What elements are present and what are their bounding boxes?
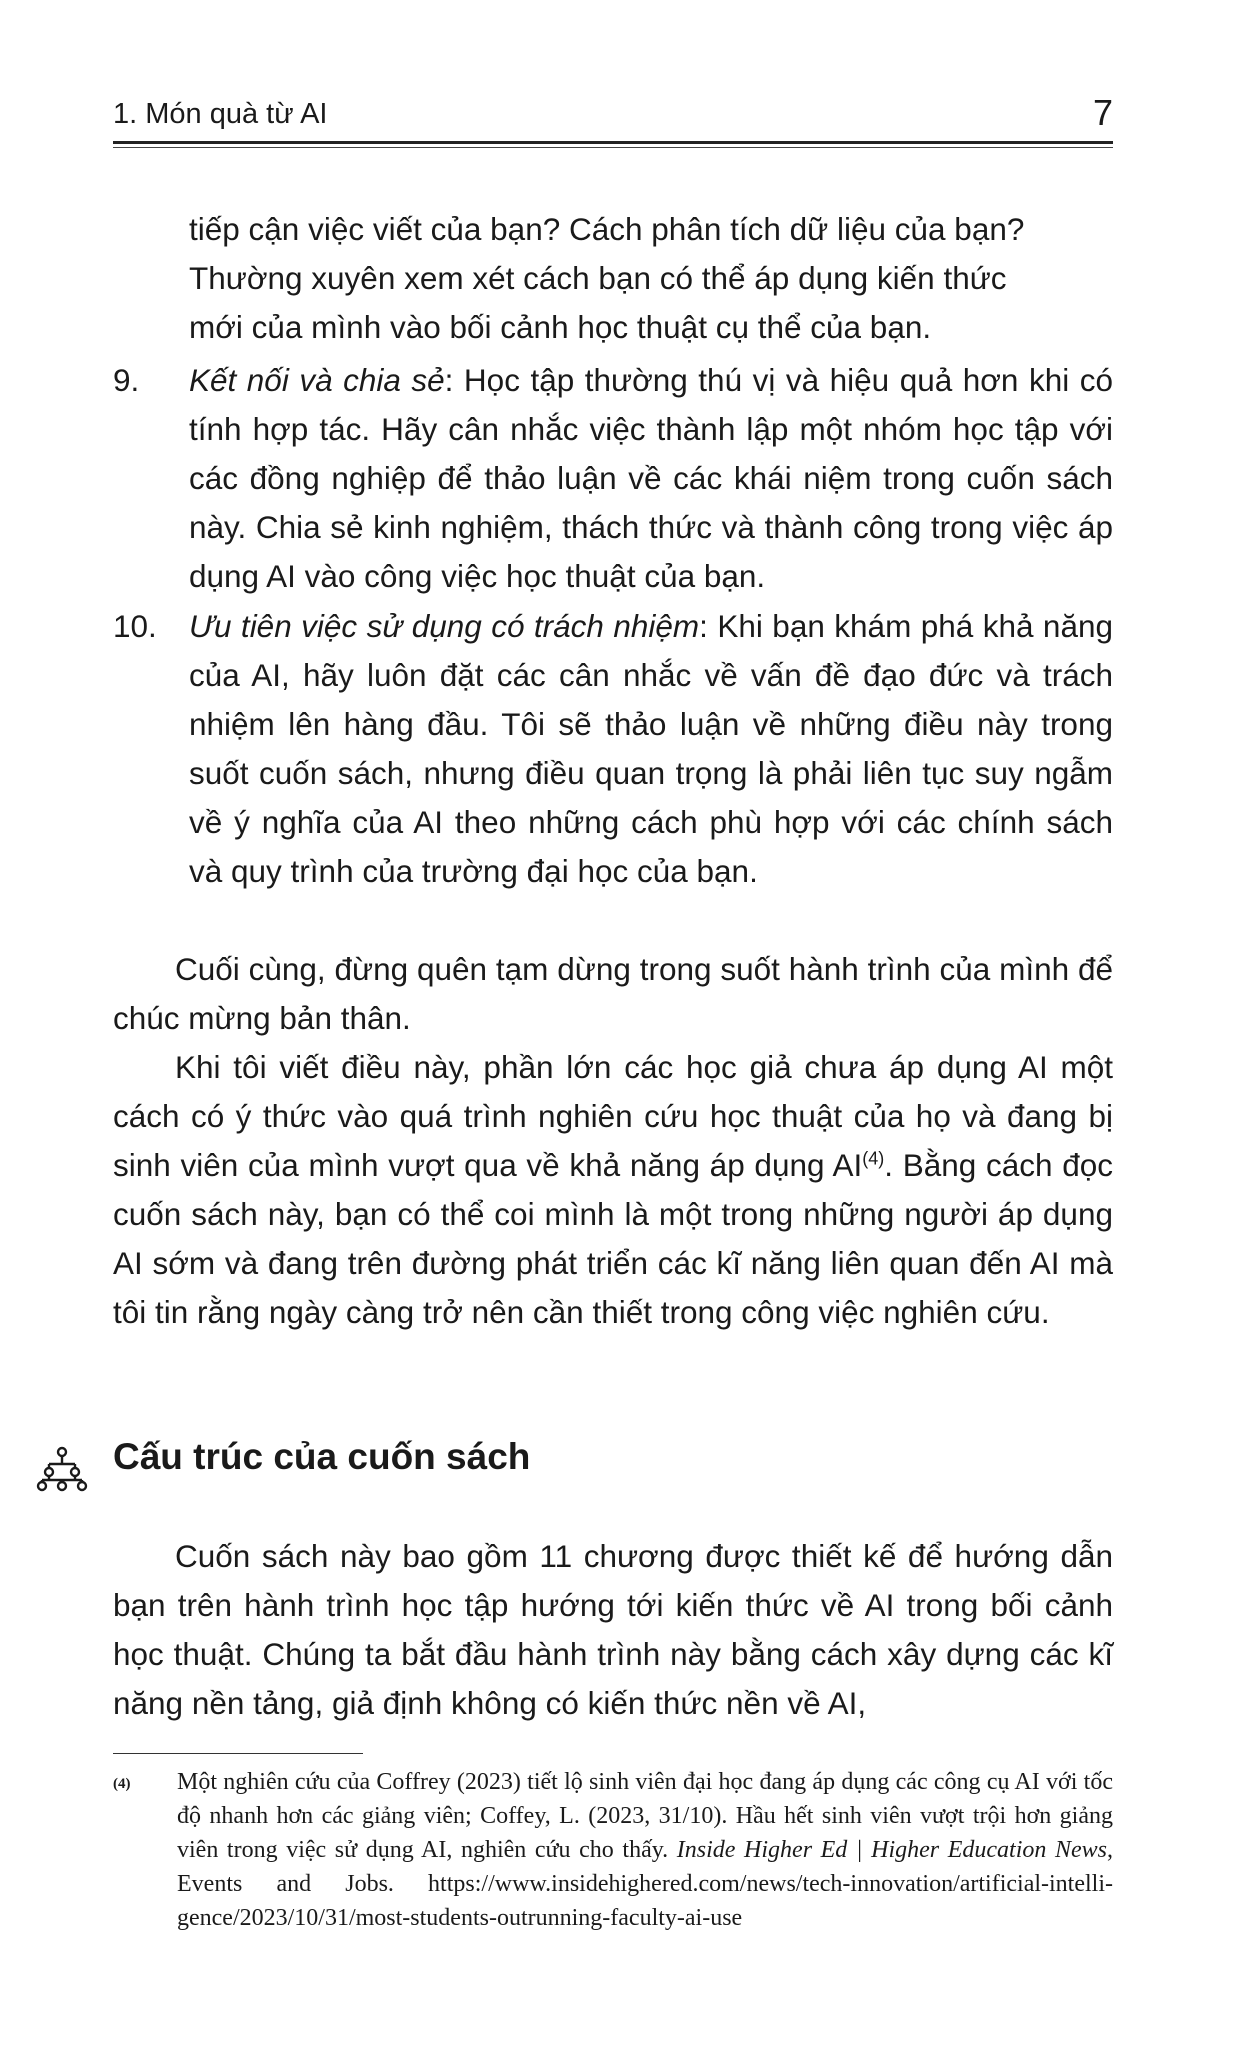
list-text: : Khi bạn khám phá khả năng của AI, hãy luôn đặt các cân nhắc về vấn đề đạo đức và trách nhiệm lên hàng đầu. Tôi sẽ thảo luận về những điều này trong suốt cuốn sách, nhưng điều quan trọng là phải liên tục suy ngẫm về ý nghĩa của AI theo những cách phù hợp với các chính sách và quy trình của trường đại học của bạn. xyxy=(189,608,1113,889)
paragraph-text: . Bằng cách đọc cuốn sách này, bạn có thể coi mình là một trong những người áp dụng AI sớm và đang trên đường phát triển các kĩ năng liên quan đến AI mà tôi tin rằng ngày càng trở nên cần thiết trong công việc nghiên cứu. xyxy=(113,1147,1113,1330)
paragraph-text: Khi tôi viết điều này, phần lớn các học giả chưa áp dụng AI một cách có ý thức vào quá trình nghiên cứu học thuật của họ và đang bị sinh viên của mình vượt qua về khả năng áp dụng AI xyxy=(113,1049,1113,1183)
section-heading: Cấu trúc của cuốn sách xyxy=(113,1436,531,1477)
continuation-line: Thường xuyên xem xét cách bạn có thể áp dụng kiến thức xyxy=(189,260,1007,296)
running-title: 1. Món quà từ AI xyxy=(113,98,328,130)
list-item-body xyxy=(189,356,1113,601)
list-number: 9. xyxy=(113,362,140,398)
footnote-text: , Events and Jobs. https://www.insidehighered.com/news/tech-innovation/artificial-intelli-gence/2023/10/31/most-students-outrunning-faculty-ai-use xyxy=(177,1837,1113,1931)
header-rule-thin xyxy=(113,147,1113,148)
hierarchy-icon xyxy=(36,1446,88,1492)
footnote-body xyxy=(177,1765,1113,1935)
running-head xyxy=(113,92,1113,142)
footnote-source: Inside Higher Ed | Higher Education News xyxy=(676,1837,1107,1863)
footnote-text: Một nghiên cứu của Coffrey (2023) tiết lộ sinh viên đại học đang áp dụng các công cụ AI với tốc độ nhanh hơn các giảng viên; Coffey, L. (2023, 31/10). Hầu hết sinh viên vượt trội hơn giảng viên trong việc sử dụng AI, nghiên cứu cho thấy. xyxy=(177,1769,1113,1863)
page-number: 7 xyxy=(1092,92,1113,133)
list-term: Kết nối và chia sẻ xyxy=(189,362,445,398)
continuation-line: mới của mình vào bối cảnh học thuật cụ thể của bạn. xyxy=(189,309,932,345)
footnote-rule xyxy=(113,1753,363,1754)
footnote-ref: (4) xyxy=(862,1148,885,1169)
continuation-line: tiếp cận việc viết của bạn? Cách phân tích dữ liệu của bạn? xyxy=(189,211,1025,247)
list-text: : Học tập thường thú vị và hiệu quả hơn khi có tính hợp tác. Hãy cân nhắc việc thành lập một nhóm học tập với các đồng nghiệp để thảo luận về các khái niệm trong cuốn sách này. Chia sẻ kinh nghiệm, thách thức và thành công trong việc áp dụng AI vào công việc học thuật của bạn. xyxy=(189,362,1113,594)
continuation-paragraph xyxy=(189,205,1113,352)
footnote-mark: (4) xyxy=(113,1776,131,1792)
list-term: Ưu tiên việc sử dụng có trách nhiệm xyxy=(189,608,700,644)
paragraph-closing: Cuối cùng, đừng quên tạm dừng trong suốt hành trình của mình để chúc mừng bản thân. xyxy=(113,951,1113,1036)
list-number: 10. xyxy=(113,608,157,644)
list-item-body xyxy=(189,602,1113,896)
header-rule xyxy=(113,141,1113,144)
section-intro-paragraph: Cuốn sách này bao gồm 11 chương được thiết kế để hướng dẫn bạn trên hành trình học tập hướng tới kiến thức về AI trong bối cảnh học thuật. Chúng ta bắt đầu hành trình này bằng cách xây dựng các kĩ năng nền tảng, giả định không có kiến thức nền về AI, xyxy=(113,1538,1113,1721)
paragraph-adoption xyxy=(113,1043,1113,1337)
